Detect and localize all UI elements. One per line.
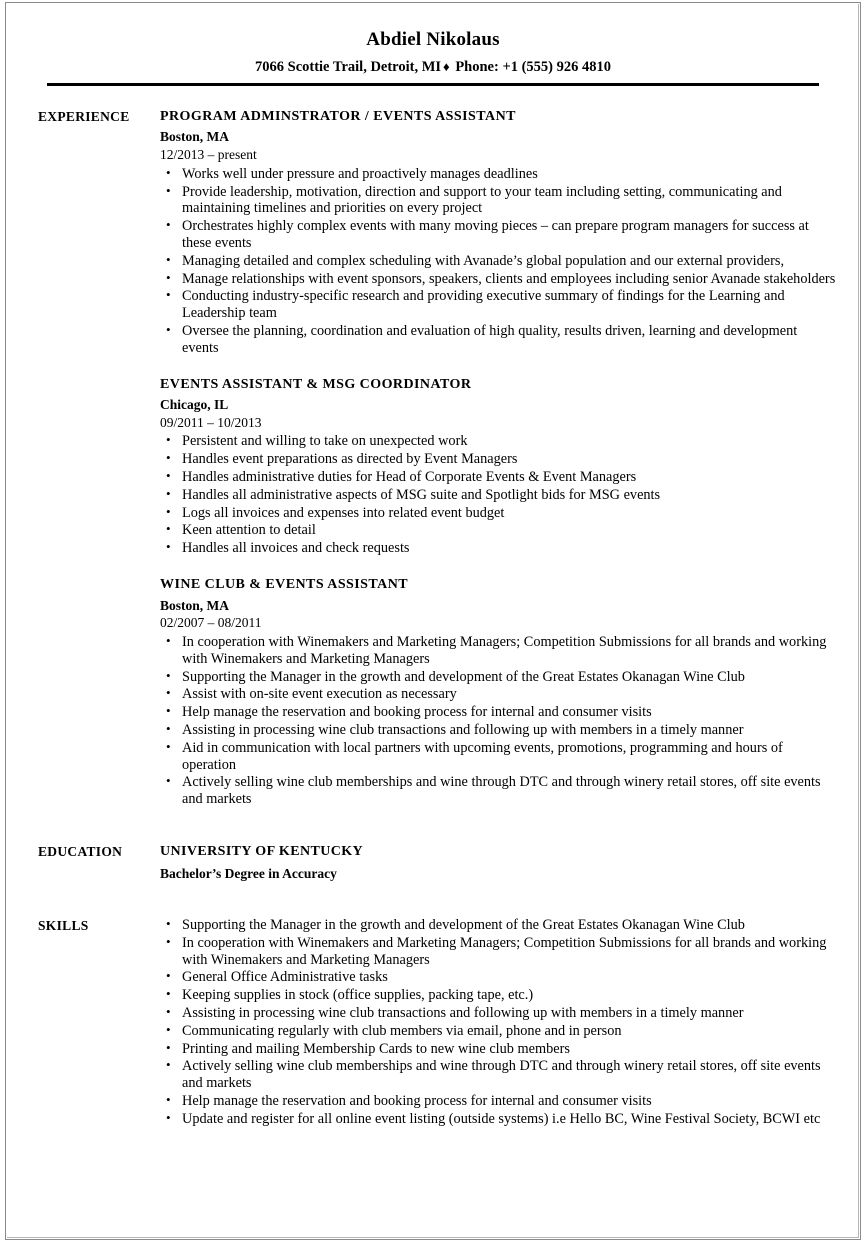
skill-bullet: • General Office Administrative tasks [160, 969, 836, 986]
job-bullet-list [160, 166, 836, 357]
skill-bullet: • Communicating regularly with club members via email, phone and in person [160, 1023, 836, 1040]
skill-bullet: • Update and register for all online event listing (outside systems) i.e Hello BC, Wine Festival Society, BCWI etc [160, 1111, 836, 1128]
job-bullet: • Actively selling wine club memberships and wine through DTC and through winery retail stores, off site events and markets [160, 774, 836, 808]
education-section [0, 843, 866, 883]
education-body [160, 843, 836, 883]
job-title: PROGRAM ADMINSTRATOR / EVENTS ASSISTANT [160, 108, 516, 124]
job-bullet: • Handles administrative duties for Head of Corporate Events & Event Managers [160, 469, 836, 486]
job-bullet: • Managing detailed and complex scheduling with Avanade’s global population and our external providers, [160, 253, 836, 270]
job-dates: 12/2013 – present [160, 146, 257, 162]
job-bullet: • Manage relationships with event sponsors, speakers, clients and employees including senior Avanade stakeholders [160, 271, 836, 288]
job-bullet: • Persistent and willing to take on unexpected work [160, 433, 836, 450]
job-bullet: • Handles all invoices and check requests [160, 540, 836, 557]
header-divider [47, 83, 819, 86]
resume-header [0, 0, 866, 86]
candidate-phone: Phone: +1 (555) 926 4810 [455, 58, 611, 75]
job-bullet: • Assisting in processing wine club transactions and following up with members in a timely manner [160, 722, 836, 739]
skill-bullet: • Actively selling wine club memberships and wine through DTC and through winery retail stores, off site events and markets [160, 1058, 836, 1092]
job-location: Boston, MA [160, 129, 230, 145]
diamond-separator-icon: ♦ [443, 58, 450, 74]
experience-section [0, 108, 866, 808]
job-bullet: • Logs all invoices and expenses into related event budget [160, 505, 836, 522]
job-dates: 09/2011 – 10/2013 [160, 414, 262, 430]
job-bullet: • Handles all administrative aspects of MSG suite and Spotlight bids for MSG events [160, 487, 836, 504]
job-bullet: • Keen attention to detail [160, 522, 836, 539]
candidate-address: 7066 Scottie Trail, Detroit, MI [255, 58, 442, 75]
job-bullet: • Supporting the Manager in the growth and development of the Great Estates Okanagan Wine Club [160, 669, 836, 686]
skills-bullet-list [160, 917, 836, 1128]
skill-bullet: • Keeping supplies in stock (office supplies, packing tape, etc.) [160, 987, 836, 1004]
job-entry [160, 108, 836, 357]
job-bullet: • Provide leadership, motivation, direction and support to your team including setting, communicating and maintaining timelines and priorities on every project [160, 184, 836, 218]
job-location: Chicago, IL [160, 397, 229, 413]
job-bullet-list [160, 634, 836, 808]
section-label-skills: SKILLS [38, 917, 89, 933]
job-bullet: • Help manage the reservation and booking process for internal and consumer visits [160, 704, 836, 721]
job-bullet: • Works well under pressure and proactively manages deadlines [160, 166, 836, 183]
job-bullet: • Conducting industry-specific research and providing executive summary of findings for the Learning and Leadership team [160, 288, 836, 322]
job-bullet: • Assist with on-site event execution as necessary [160, 686, 836, 703]
job-title: EVENTS ASSISTANT & MSG COORDINATOR [160, 376, 472, 392]
job-title: WINE CLUB & EVENTS ASSISTANT [160, 577, 409, 593]
job-entry [160, 376, 836, 558]
section-label-experience: EXPERIENCE [38, 108, 130, 124]
experience-body [160, 108, 836, 808]
job-entry [160, 576, 836, 808]
skill-bullet: • Help manage the reservation and booking process for internal and consumer visits [160, 1093, 836, 1110]
job-location: Boston, MA [160, 597, 230, 613]
job-dates: 02/2007 – 08/2011 [160, 615, 262, 631]
candidate-name: Abdiel Nikolaus [366, 29, 500, 50]
skill-bullet: • Printing and mailing Membership Cards to new wine club members [160, 1041, 836, 1058]
section-label-education: EDUCATION [38, 843, 123, 859]
job-bullet: • Oversee the planning, coordination and evaluation of high quality, results driven, learning and development events [160, 323, 836, 357]
education-school: UNIVERSITY OF KENTUCKY [160, 843, 364, 859]
skills-body [160, 916, 836, 1128]
skills-section [0, 916, 866, 1128]
skill-bullet: • Supporting the Manager in the growth and development of the Great Estates Okanagan Wine Club [160, 917, 836, 934]
job-bullet: • Handles event preparations as directed by Event Managers [160, 451, 836, 468]
skill-bullet: • Assisting in processing wine club transactions and following up with members in a timely manner [160, 1005, 836, 1022]
job-bullet: • Orchestrates highly complex events with many moving pieces – can prepare program managers for success at these events [160, 218, 836, 252]
job-bullet: • Aid in communication with local partners with upcoming events, promotions, programming and hours of operation [160, 740, 836, 774]
contact-line [0, 60, 866, 76]
skill-bullet: • In cooperation with Winemakers and Marketing Managers; Competition Submissions for all brands and working with Winemakers and Marketing Managers [160, 935, 836, 969]
job-bullet-list [160, 433, 836, 557]
education-degree: Bachelor’s Degree in Accuracy [160, 866, 337, 882]
job-bullet: • In cooperation with Winemakers and Marketing Managers; Competition Submissions for all brands and working with Winemakers and Marketing Managers [160, 634, 836, 668]
